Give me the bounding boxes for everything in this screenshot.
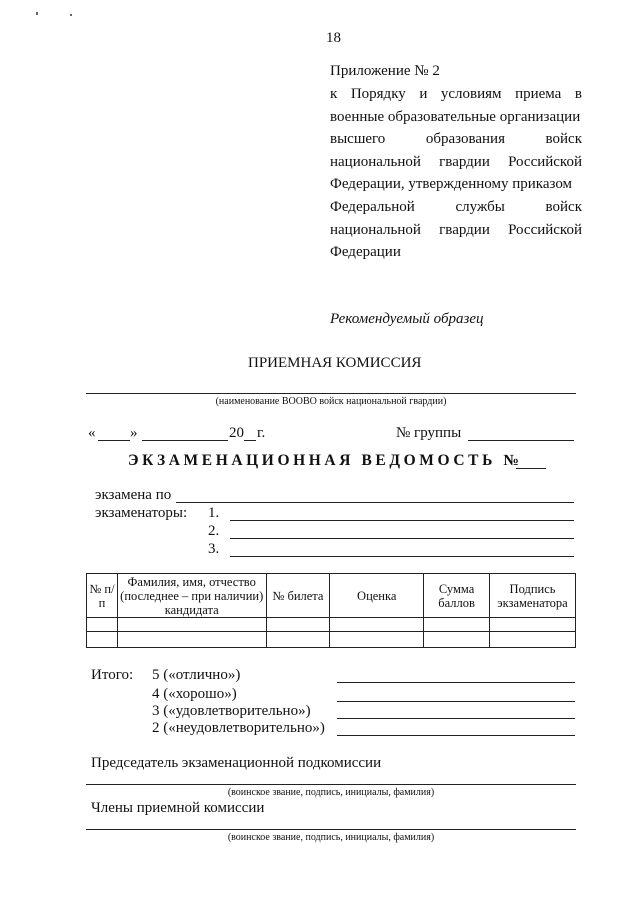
sheet-title: ЭКЗАМЕНАЦИОННАЯ ВЕДОМОСТЬ № <box>128 452 523 469</box>
table-cell <box>87 632 118 648</box>
exam-table <box>86 573 576 648</box>
recommended-sample: Рекомендуемый образец <box>330 311 484 327</box>
annex-word: Федерации, утвержденному приказом <box>330 176 573 193</box>
table-cell <box>117 618 266 632</box>
annex-word: приема <box>515 86 562 102</box>
sheet-number-line <box>516 468 546 469</box>
table-cell <box>117 632 266 648</box>
totals-excellent: 5 («отлично») <box>152 667 241 683</box>
annex-line <box>330 199 582 216</box>
annex-word: гвардии <box>439 153 490 170</box>
table-cell <box>266 618 330 632</box>
annex-word: национальной <box>330 153 421 170</box>
annex-line <box>330 244 582 261</box>
header-examiner-signature: Подпись экзаменатора <box>490 574 576 618</box>
table-row <box>87 618 576 632</box>
examiners-label: экзаменаторы: <box>95 505 188 521</box>
members-signature-line <box>86 829 576 830</box>
annex-word: Российской <box>508 153 582 170</box>
table-header-row <box>87 574 576 618</box>
annex-title: Приложение № 2 <box>330 63 440 79</box>
table-cell <box>424 632 490 648</box>
examiner-number-1: 1. <box>208 505 220 521</box>
date-month-line <box>142 440 228 441</box>
table-cell <box>330 632 424 648</box>
org-name-line <box>86 393 576 394</box>
exam-subject-line <box>176 502 574 503</box>
totals-good: 4 («хорошо») <box>152 686 237 702</box>
date-year-suffix: г. <box>257 425 266 441</box>
members-label: Члены приемной комиссии <box>91 800 265 816</box>
annex-word: образования <box>425 131 505 148</box>
annex-word: в <box>574 86 582 102</box>
header-score-sum: Сумма баллов <box>424 574 490 618</box>
annex-word: к <box>330 86 338 102</box>
date-open-quote: « <box>88 425 96 441</box>
table-cell <box>424 618 490 632</box>
totals-excellent-line <box>337 682 575 683</box>
totals-label: Итого: <box>91 667 134 683</box>
annex-line <box>330 86 582 103</box>
page-number: 18 <box>326 30 341 46</box>
annex-word: войск <box>545 199 582 215</box>
exam-label: экзамена по <box>95 487 172 503</box>
examiner-line-2 <box>230 538 574 539</box>
chairman-caption: (воинское звание, подпись, инициалы, фамилия) <box>227 787 435 798</box>
annex-word: Российской <box>508 221 582 238</box>
annex-word: условиям <box>440 86 502 102</box>
group-number-line <box>468 440 574 441</box>
header-ticket: № билета <box>266 574 330 618</box>
members-caption: (воинское звание, подпись, инициалы, фамилия) <box>227 832 435 843</box>
date-year-line <box>244 440 256 441</box>
annex-word: Федеральной <box>330 199 415 215</box>
annex-word: войск <box>545 131 582 148</box>
table-cell <box>490 632 576 648</box>
annex-line <box>330 109 582 126</box>
examiner-number-2: 2. <box>208 523 220 539</box>
header-number: № п/п <box>87 574 118 618</box>
commission-title: ПРИЕМНАЯ КОМИССИЯ <box>248 355 422 371</box>
annex-word: Федерации <box>330 244 401 261</box>
totals-unsatisfactory: 2 («неудовлетворительно») <box>152 720 325 736</box>
examiner-line-3 <box>230 556 574 557</box>
chairman-signature-line <box>86 784 576 785</box>
annex-word: высшего <box>330 131 386 148</box>
totals-unsatisfactory-line <box>337 735 575 736</box>
annex-word: гвардии <box>439 221 490 238</box>
date-day-line <box>98 440 130 441</box>
group-label: № группы <box>396 425 462 441</box>
table-cell <box>490 618 576 632</box>
annex-line <box>330 154 582 171</box>
table-cell <box>266 632 330 648</box>
totals-satisfactory-line <box>337 718 575 719</box>
date-close-quote: » <box>130 425 138 441</box>
annex-line <box>330 131 582 148</box>
examiner-number-3: 3. <box>208 541 220 557</box>
annex-line <box>330 222 582 239</box>
header-full-name: Фамилия, имя, отчество (последнее – при наличии) кандидата <box>117 574 266 618</box>
annex-word: и <box>419 86 428 102</box>
date-year-prefix: 20 <box>229 425 244 441</box>
annex-word: национальной <box>330 221 421 238</box>
annex-line <box>330 176 582 193</box>
annex-word: службы <box>455 199 505 215</box>
scan-mark <box>36 12 38 15</box>
table-row <box>87 632 576 648</box>
annex-word: Порядку <box>350 86 406 102</box>
totals-satisfactory: 3 («удовлетворительно») <box>152 703 311 719</box>
scan-mark <box>70 14 72 16</box>
examiner-line-1 <box>230 520 574 521</box>
table-cell <box>87 618 118 632</box>
org-name-caption: (наименование ВООВО войск национальной гвардии) <box>215 396 447 407</box>
chairman-label: Председатель экзаменационной подкомиссии <box>91 755 382 771</box>
annex-word: военные образовательные организации <box>330 108 581 125</box>
totals-good-line <box>337 701 575 702</box>
table-cell <box>330 618 424 632</box>
header-grade: Оценка <box>330 574 424 618</box>
